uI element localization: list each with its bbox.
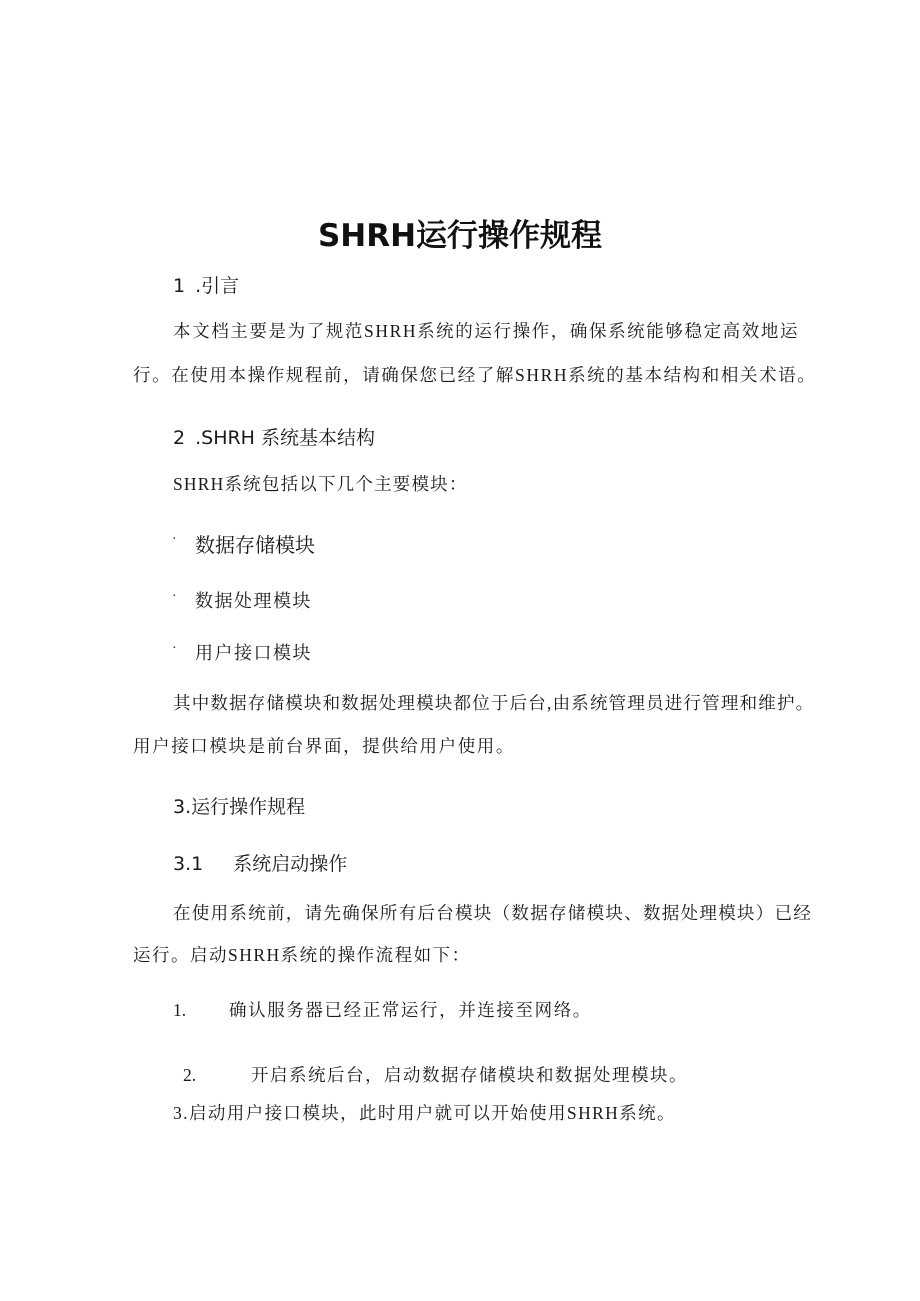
bullet-dot-1: ·	[172, 532, 177, 547]
section-3-1-number: 3.1	[173, 853, 204, 875]
bullet-item-3: 用户接口模块	[195, 643, 312, 663]
step-2-number: 2.	[183, 1065, 197, 1085]
section-3-1-title: 系统启动操作	[233, 853, 348, 875]
section-1-number: 1	[173, 275, 186, 297]
section-3-paragraph-line-1: 在使用系统前，请先确保所有后台模块（数据存储模块、数据处理模块）已经	[173, 903, 813, 923]
bullet-item-2: 数据处理模块	[195, 591, 312, 611]
section-3-heading: 3.运行操作规程	[173, 796, 306, 818]
section-1-paragraph-line-2: 行。在使用本操作规程前，请确保您已经了解SHRH系统的基本结构和相关术语。	[133, 365, 817, 385]
section-3-1-heading	[173, 849, 347, 876]
document-title: SHRH运行操作规程	[317, 218, 603, 254]
step-3	[173, 1105, 676, 1123]
bullet-dot-3: ·	[172, 641, 177, 656]
step-3-number: 3.	[173, 1103, 189, 1123]
step-2-text: 开启系统后台，启动数据存储模块和数据处理模块。	[251, 1065, 688, 1085]
section-2-number: 2	[173, 427, 186, 449]
step-1-text: 确认服务器已经正常运行，并连接至网络。	[229, 1000, 592, 1020]
section-1-title: .引言	[195, 275, 240, 297]
section-2-paragraph-line-1: 其中数据存储模块和数据处理模块都位于后台,由系统管理员进行管理和维护。	[173, 693, 815, 713]
section-1-paragraph-line-1: 本文档主要是为了规范SHRH系统的运行操作，确保系统能够稳定高效地运	[173, 321, 800, 341]
section-3-paragraph-line-2: 运行。启动SHRH系统的操作流程如下：	[133, 945, 471, 965]
section-2-heading	[173, 423, 375, 450]
section-1-heading	[173, 271, 239, 298]
section-2-title: .SHRH 系统基本结构	[195, 427, 376, 449]
bullet-item-1: 数据存储模块	[195, 533, 315, 557]
step-1-number: 1.	[173, 1000, 187, 1020]
bullet-dot-2: ·	[172, 589, 177, 604]
section-2-paragraph-line-2: 用户接口模块是前台界面，提供给用户使用。	[133, 736, 515, 756]
step-3-text: 启动用户接口模块，此时用户就可以开始使用SHRH系统。	[188, 1103, 676, 1123]
section-2-intro: SHRH系统包括以下几个主要模块：	[173, 474, 468, 494]
